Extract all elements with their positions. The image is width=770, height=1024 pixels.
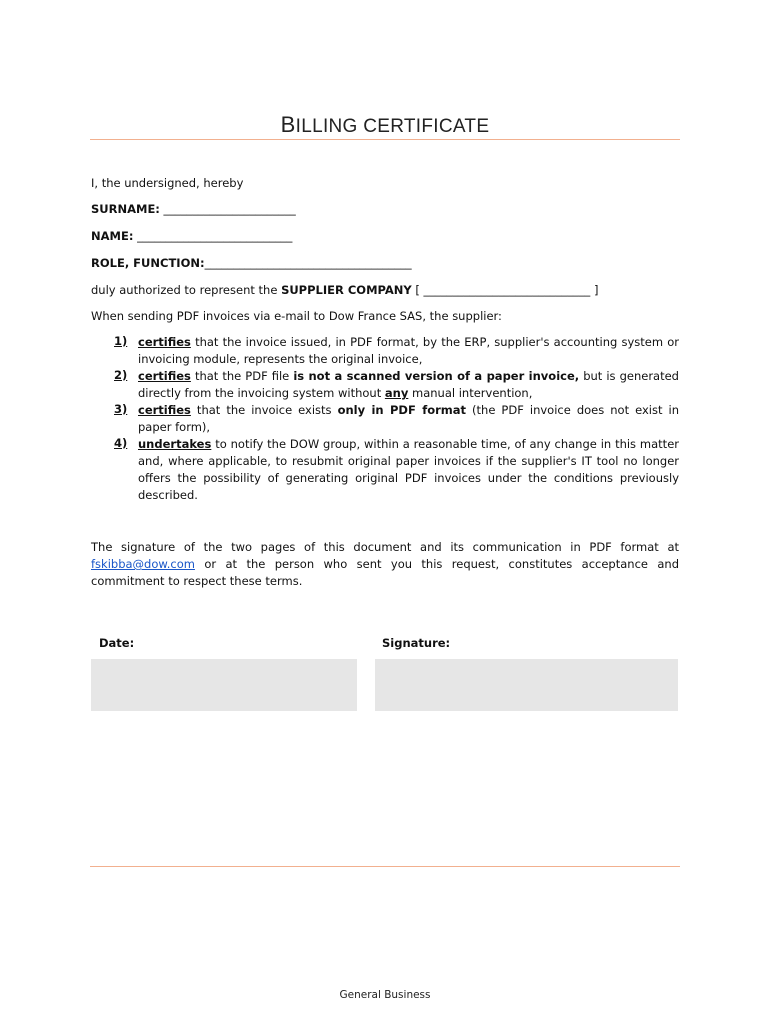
page-title bbox=[0, 112, 770, 138]
item-number: 4) bbox=[114, 436, 128, 450]
sending-line: When sending PDF invoices via e-mail to Dow France SAS, the supplier: bbox=[91, 309, 502, 323]
item-text: manual intervention, bbox=[408, 386, 533, 400]
name-field[interactable] bbox=[91, 229, 292, 243]
commitments-list bbox=[91, 334, 679, 504]
supplier-company-line[interactable] bbox=[91, 283, 598, 297]
item-text: but is generated directly from the invoicing system without bbox=[138, 369, 679, 400]
surname-label: SURNAME: bbox=[91, 202, 160, 216]
paragraph-text: The signature of the two pages of this document and its communication in PDF format at bbox=[91, 540, 679, 554]
item-text: that the invoice exists bbox=[190, 403, 338, 417]
name-label: NAME: bbox=[91, 229, 134, 243]
surname-blank[interactable]: _______________________ bbox=[159, 202, 296, 216]
title-first-letter: B bbox=[280, 112, 296, 137]
email-link[interactable]: fskibba@dow.com bbox=[91, 557, 195, 571]
signature-paragraph bbox=[91, 539, 679, 590]
item-number: 2) bbox=[114, 368, 128, 382]
item-keyword: certifies bbox=[138, 335, 191, 349]
list-item bbox=[91, 368, 679, 402]
list-item bbox=[91, 334, 679, 368]
title-underline bbox=[90, 139, 680, 140]
item-text: that the PDF file bbox=[190, 369, 294, 383]
item-keyword: certifies bbox=[138, 369, 191, 383]
signature-field[interactable] bbox=[375, 659, 678, 711]
list-item bbox=[91, 436, 679, 504]
name-blank[interactable]: ___________________________ bbox=[133, 229, 293, 243]
item-bold-text: is not a scanned version of a paper invoice, bbox=[293, 369, 580, 383]
supplier-company-label: SUPPLIER COMPANY bbox=[281, 283, 412, 297]
authorized-prefix: duly authorized to represent the bbox=[91, 283, 282, 297]
item-text: that the invoice issued, in PDF format, by the ERP, supplier's accounting system or invoicing module, represents the original invoice, bbox=[138, 335, 679, 366]
item-underlined-text: any bbox=[384, 386, 409, 400]
item-number: 1) bbox=[114, 334, 128, 348]
surname-field[interactable] bbox=[91, 202, 296, 216]
item-keyword: certifies bbox=[138, 403, 191, 417]
date-label: Date: bbox=[99, 636, 135, 650]
footer-classification: General Business bbox=[339, 989, 431, 1001]
item-text: to notify the DOW group, within a reasonable time, of any change in this matter and, where applicable, to resubmit original paper invoices if the supplier's IT tool no longer offers the possibility of generating original PDF invoices under the conditions previously described. bbox=[138, 437, 679, 502]
role-label: ROLE, FUNCTION: bbox=[91, 256, 205, 270]
list-item bbox=[91, 402, 679, 436]
supplier-company-blank[interactable]: [ _____________________________ ] bbox=[411, 283, 599, 297]
title-rest: ILLING CERTIFICATE bbox=[295, 116, 490, 137]
paragraph-text: or at the person who sent you this request, constitutes acceptance and commitment to respect these terms. bbox=[91, 557, 679, 588]
role-blank[interactable]: ____________________________________ bbox=[204, 256, 412, 270]
footer-rule bbox=[90, 866, 680, 867]
role-field[interactable] bbox=[91, 256, 412, 270]
signature-label: Signature: bbox=[382, 636, 451, 650]
date-field[interactable] bbox=[91, 659, 357, 711]
item-number: 3) bbox=[114, 402, 128, 416]
intro-text: I, the undersigned, hereby bbox=[91, 176, 244, 190]
item-bold-text: only in PDF format bbox=[337, 403, 467, 417]
item-keyword: undertakes bbox=[138, 437, 212, 451]
item-text: (the PDF invoice does not exist in paper form), bbox=[138, 403, 679, 434]
